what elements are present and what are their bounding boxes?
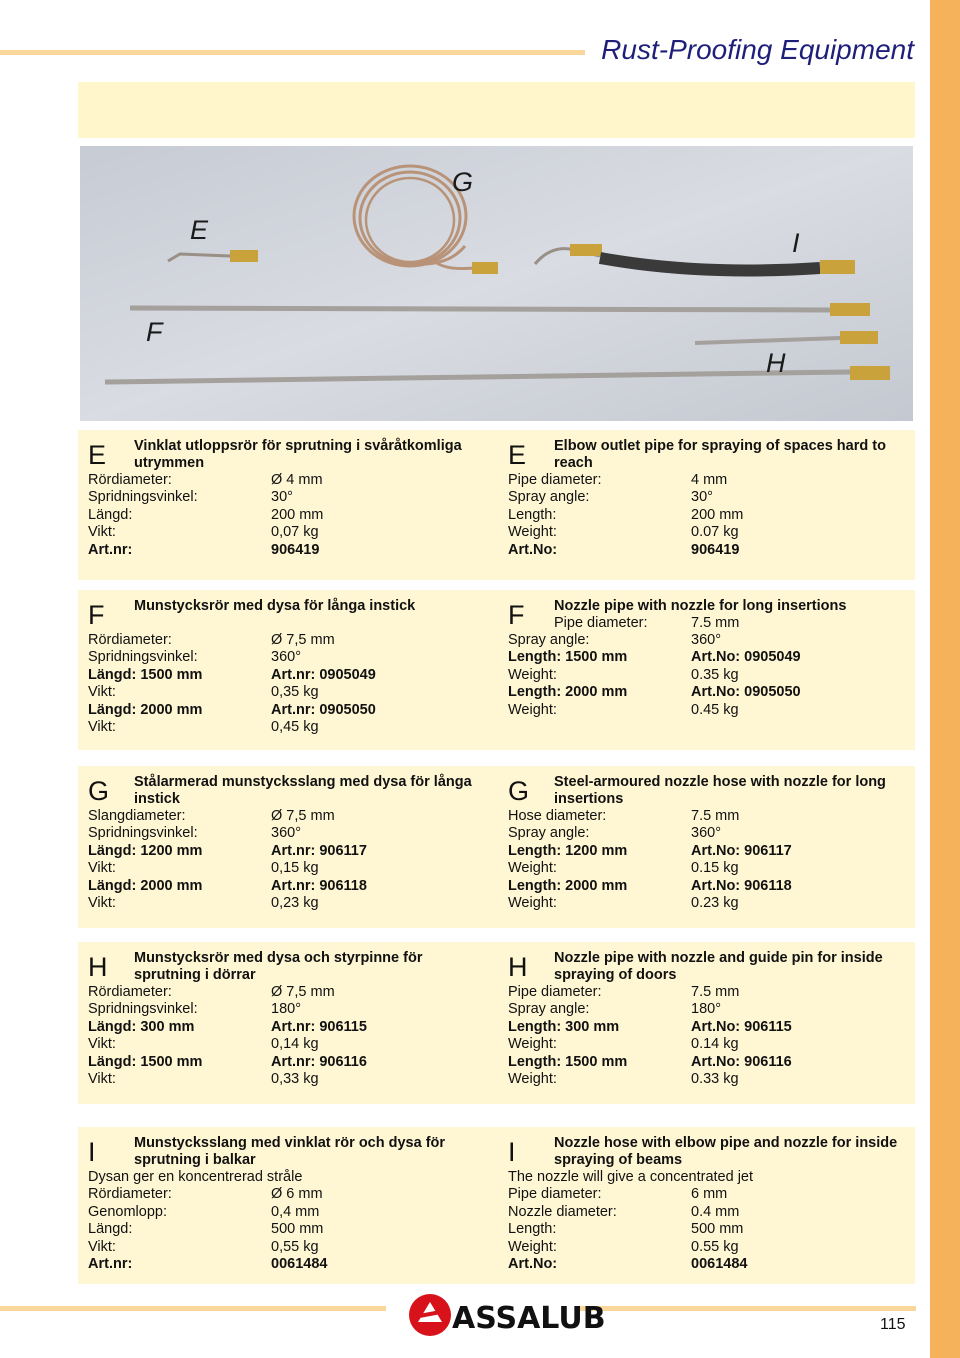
section-heading: Munstycksslang med vinklat rör och dysa för sprutning i balkar bbox=[134, 1135, 446, 1168]
fitting-e bbox=[230, 250, 258, 262]
fitting-f bbox=[830, 303, 870, 316]
svg-text:ASSALUB: ASSALUB bbox=[452, 1301, 606, 1336]
section-letter: I bbox=[508, 1137, 516, 1167]
section-letter: F bbox=[508, 600, 525, 630]
section-letter: H bbox=[508, 952, 528, 982]
photo-label-i: I bbox=[792, 228, 800, 258]
section-letter: E bbox=[88, 440, 107, 470]
fitting-g bbox=[472, 262, 498, 274]
section-heading: Stålarmerad munstycksslang med dysa för långa instick bbox=[134, 774, 472, 807]
section-heading: Nozzle hose with elbow pipe and nozzle for inside spraying of beams bbox=[554, 1135, 898, 1168]
section-letter: I bbox=[88, 1137, 96, 1167]
page-title: Rust-Proofing Equipment bbox=[601, 34, 914, 65]
page-number: 115 bbox=[880, 1316, 906, 1333]
photo-label-e: E bbox=[190, 215, 209, 245]
footer-rule-right bbox=[578, 1306, 916, 1311]
header-band bbox=[78, 82, 915, 138]
section-heading: Elbow outlet pipe for spraying of spaces hard to reach bbox=[554, 438, 886, 471]
header-rule bbox=[0, 50, 585, 55]
section-letter: E bbox=[508, 440, 527, 470]
photo-label-f: F bbox=[146, 317, 163, 347]
product-photo bbox=[80, 146, 913, 421]
footer-rule-left bbox=[0, 1306, 386, 1311]
section-heading: Munstycksrör med dysa och styrpinne för sprutning i dörrar bbox=[134, 950, 423, 983]
photo-label-g: G bbox=[452, 167, 474, 197]
photo-label-h: H bbox=[766, 348, 786, 378]
section-f: F Munstycksrör med dysa för långa instick Rördiameter: Ø 7,5 mm Spridningsvinkel: 360° Längd: 1500 mm Art.nr: 0905049 Vikt: 0,35 kg Längd: 2000 mm Art.nr: 0905050 Vikt: 0,45 kg F Nozzle pipe with nozzle for long insertions Pipe diameter: 7.5 mm Spray angle: 360° Length: 1500 mm Art.No: 0905049 Weight: 0.35 kg Length: 2000 mm Art.No: 0905050 Weight: 0.45 kg bbox=[78, 590, 915, 750]
section-g: G Stålarmerad munstycksslang med dysa för långa instick Slangdiameter: Ø 7,5 mm Spridningsvinkel: 360° Längd: 1200 mm Art.nr: 906117 Vikt: 0,15 kg Längd: 2000 mm Art.nr: 906118 Vikt: 0,23 kg G Steel-armoured nozzle hose with nozzle for long insertions Hose diameter: 7.5 mm Spray angle: 360° Length: 1200 mm Art.No: 906117 Weight: 0.15 kg Length: 2000 mm Art.No: 906118 Weight: 0.23 kg bbox=[78, 766, 915, 928]
assalub-logo bbox=[408, 1290, 606, 1340]
section-e: E Vinklat utloppsrör för sprutning i svåråtkomliga utrymmen Rördiameter: Ø 4 mm Spridningsvinkel: 30° Längd: 200 mm Vikt: 0,07 kg Art.nr: 906419 E Elbow outlet pipe for spraying of spaces hard to reach Pipe diameter: 4 mm Spray angle: 30° Length: 200 mm Weight: 0.07 kg Art.No: 906419 bbox=[78, 430, 915, 580]
section-heading: Nozzle pipe with nozzle and guide pin for inside spraying of doors bbox=[554, 950, 883, 983]
section-heading: Steel-armoured nozzle hose with nozzle for long insertions bbox=[554, 774, 886, 807]
section-heading: Vinklat utloppsrör för sprutning i svåråtkomliga utrymmen bbox=[134, 438, 462, 471]
section-letter: F bbox=[88, 600, 105, 630]
section-letter: G bbox=[508, 776, 530, 806]
section-letter: G bbox=[88, 776, 110, 806]
pipe-f bbox=[130, 308, 830, 310]
section-i: I Munstycksslang med vinklat rör och dysa för sprutning i balkar Dysan ger en koncentrerad stråle Rördiameter: Ø 6 mm Genomlopp: 0,4 mm Längd: 500 mm Vikt: 0,55 kg Art.nr: 0061484 I Nozzle hose with elbow pipe and nozzle for inside spraying of beams The nozzle will give a concentrated jet Pipe diameter: 6 mm Nozzle diameter: 0.4 mm Length: 500 mm Weight: 0.55 kg Art.No: 0061484 bbox=[78, 1127, 915, 1284]
section-heading: Nozzle pipe with nozzle for long insertions bbox=[554, 598, 847, 614]
side-color-strip bbox=[930, 0, 960, 1358]
section-h: H Munstycksrör med dysa och styrpinne för sprutning i dörrar Rördiameter: Ø 7,5 mm Spridningsvinkel: 180° Längd: 300 mm Art.nr: 906115 Vikt: 0,14 kg Längd: 1500 mm Art.nr: 906116 Vikt: 0,33 kg H Nozzle pipe with nozzle and guide pin for inside spraying of doors Pipe diameter: 7.5 mm Spray angle: 180° Length: 300 mm Art.No: 906115 Weight: 0.14 kg Length: 1500 mm Art.No: 906116 Weight: 0.33 kg bbox=[78, 942, 915, 1104]
section-heading: Munstycksrör med dysa för långa instick bbox=[134, 598, 416, 614]
section-letter: H bbox=[88, 952, 108, 982]
